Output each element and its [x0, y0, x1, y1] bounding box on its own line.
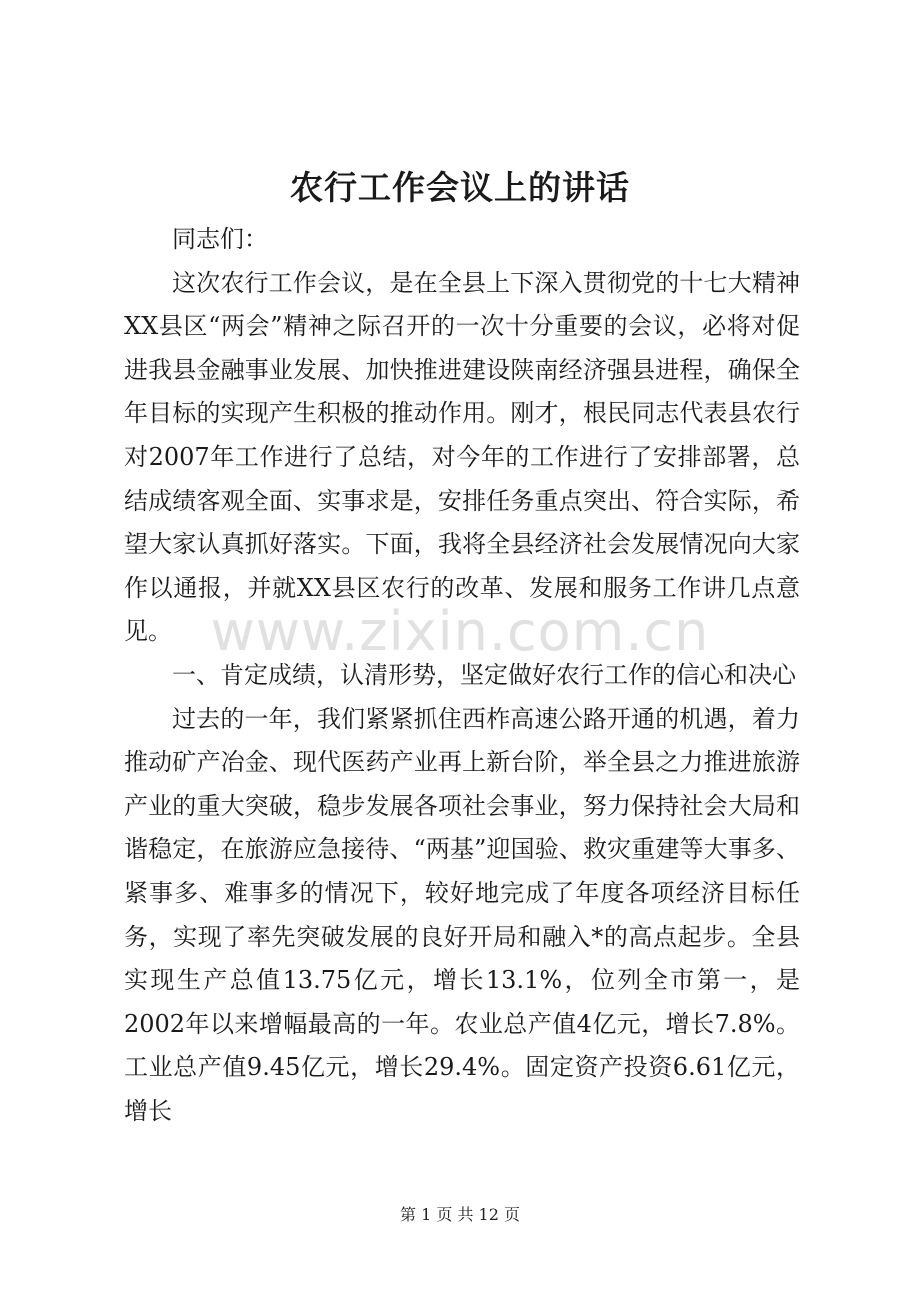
document-title: 农行工作会议上的讲话 — [290, 168, 630, 207]
paragraph-achievements: 过去的一年，我们紧紧抓住西柞高速公路开通的机遇，着力推动矿产冶金、现代医药产业再上新台阶，举全县之力推进旅游产业的重大突破，稳步发展各项社会事业，努力保持社会大局和谐稳定，在旅游应急接待、“两基”迎国验、救灾重建等大事多、紧事多、难事多的情况下，较好地完成了年度各项经济目标任务，实现了率先突破发展的良好开局和融入*的高点起步。全县实现生产总值13.75亿元，增长13.1%，位列全市第一，是2002年以来增幅最高的一年。农业总产值4亿元，增长7.8%。工业总产值9.45亿元，增长29.4%。固定资产投资6.61亿元，增长 — [124, 704, 800, 1125]
page-footer: 第 1 页 共 12 页 — [400, 1205, 520, 1224]
salutation: 同志们： — [172, 225, 268, 253]
section-heading-1: 一、肯定成绩，认清形势，坚定做好农行工作的信心和决心 — [172, 660, 796, 689]
watermark: www.zixin.com.cn — [210, 600, 710, 663]
document-body — [124, 218, 800, 1133]
paragraph-intro: 这次农行工作会议，是在全县上下深入贯彻党的十七大精神XX县区“两会”精神之际召开的一次十分重要的会议，必将对促进我县金融事业发展、加快推进建设陕南经济强县进程，确保全年目标的实现产生积极的推动作用。刚才，根民同志代表县农行对2007年工作进行了总结，对今年的工作进行了安排部署，总结成绩客观全面、实事求是，安排任务重点突出、符合实际，希望大家认真抓好落实。下面，我将全县经济社会发展情况向大家作以通报，并就XX县区农行的改革、发展和服务工作讲几点意见。 — [124, 268, 800, 646]
